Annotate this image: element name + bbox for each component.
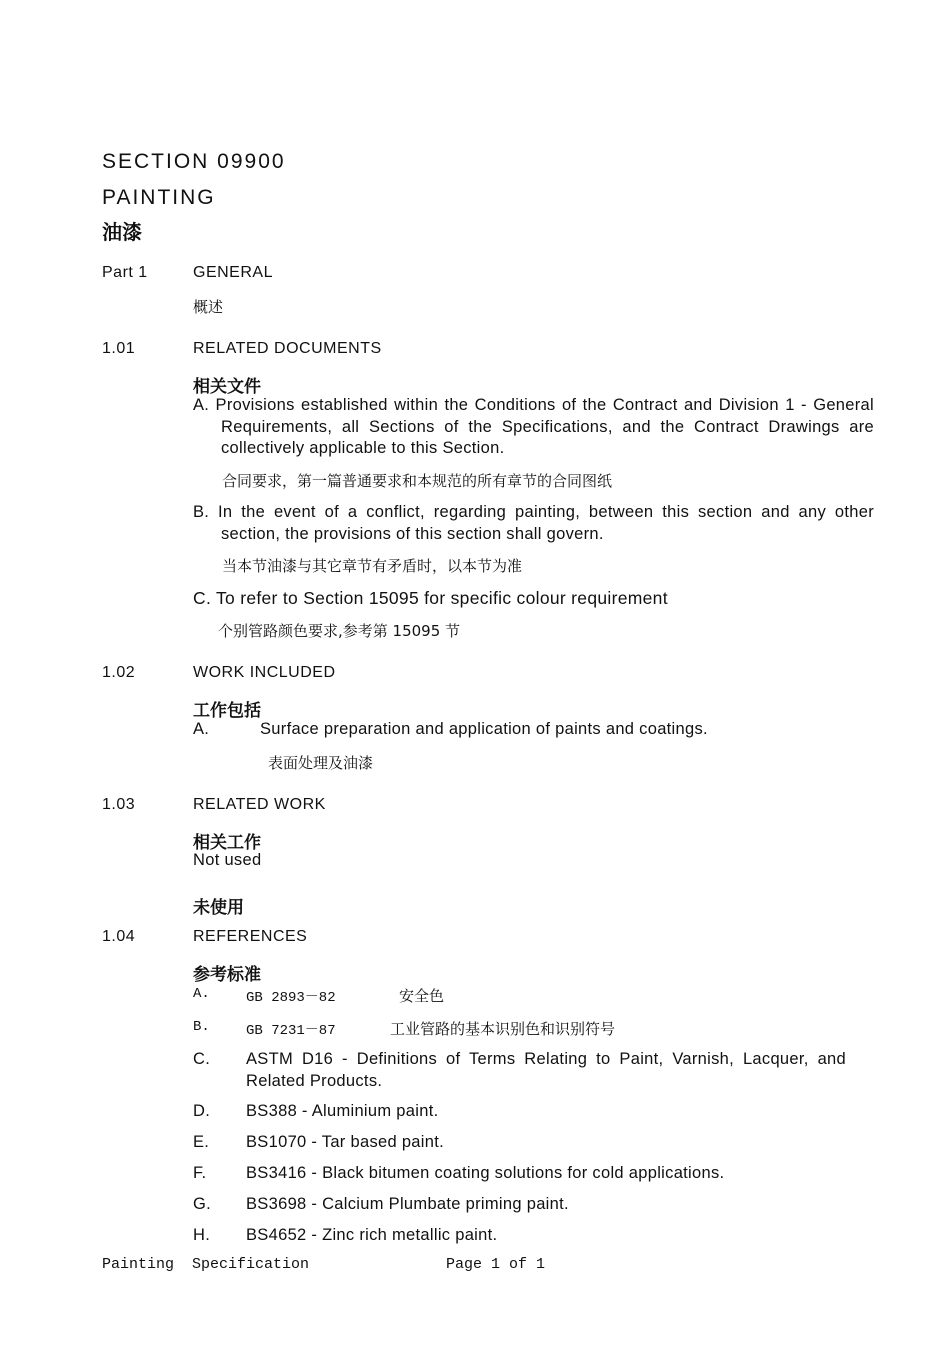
paragraph-c: C. To refer to Section 15095 for specific colour requirement — [193, 588, 668, 608]
reference-text: BS3416 - Black bitumen coating solutions for cold applications. — [246, 1164, 725, 1182]
clause-heading: RELATED WORK — [193, 796, 326, 813]
item-letter: A. — [193, 720, 210, 738]
part-title-cn: 概述 — [193, 298, 224, 316]
footer-page-number: Page 1 of 1 — [446, 1256, 546, 1273]
clause-number: 1.02 — [102, 664, 136, 681]
reference-letter: E. — [193, 1133, 210, 1151]
clause-number: 1.03 — [102, 796, 136, 813]
clause-number: 1.04 — [102, 928, 136, 945]
clause-heading-cn: 工作包括 — [193, 701, 261, 721]
section-title: PAINTING — [102, 186, 216, 209]
section-title-cn: 油漆 — [102, 220, 142, 244]
clause-heading: RELATED DOCUMENTS — [193, 340, 382, 357]
reference-letter: B. — [193, 1019, 210, 1035]
item-text-cn: 表面处理及油漆 — [268, 754, 374, 772]
reference-letter: A. — [193, 986, 210, 1002]
reference-letter: H. — [193, 1226, 211, 1244]
part-title: GENERAL — [193, 264, 273, 281]
section-number: SECTION 09900 — [102, 150, 286, 173]
clause-heading-cn: 相关文件 — [193, 377, 261, 397]
clause-heading-cn: 相关工作 — [193, 833, 261, 853]
clause-heading: WORK INCLUDED — [193, 664, 336, 681]
reference-desc: 工业管路的基本识别色和识别符号 — [390, 1020, 616, 1038]
reference-text: BS4652 - Zinc rich metallic paint. — [246, 1226, 498, 1244]
clause-number: 1.01 — [102, 340, 136, 357]
clause-text-cn: 未使用 — [193, 898, 244, 918]
paragraph-b-cn: 当本节油漆与其它章节有矛盾时，以本节为准 — [222, 557, 523, 575]
reference-letter: F. — [193, 1164, 207, 1182]
reference-letter: C. — [193, 1050, 211, 1068]
clause-text: Not used — [193, 851, 262, 869]
paragraph-b: B. In the event of a conflict, regarding painting, between this section and any other section, the provisions of this section shall govern. — [193, 503, 874, 543]
reference-text: ASTM D16 - Definitions of Terms Relating to Paint, Varnish, Lacquer, and Related Products. — [246, 1050, 846, 1090]
reference-code: GB 2893－82 — [246, 990, 336, 1006]
item-text: Surface preparation and application of paints and coatings. — [260, 720, 708, 738]
paragraph-a-cn: 合同要求，第一篇普通要求和本规范的所有章节的合同图纸 — [222, 472, 613, 490]
reference-text: BS1070 - Tar based paint. — [246, 1133, 444, 1151]
footer-title: Painting Specification — [102, 1256, 310, 1273]
reference-code: GB 7231－87 — [246, 1023, 336, 1039]
part-label: Part 1 — [102, 264, 148, 281]
reference-text: BS388 - Aluminium paint. — [246, 1102, 439, 1120]
paragraph-c-cn: 个别管路颜色要求,参考第 15095 节 — [218, 622, 461, 640]
clause-heading-cn: 参考标准 — [193, 965, 261, 985]
paragraph-a: A. Provisions established within the Conditions of the Contract and Division 1 - General Requirements, all Sections of the Specifications, and the Contract Drawings are collectively applicable to this Section. — [193, 396, 874, 457]
reference-letter: G. — [193, 1195, 212, 1213]
reference-letter: D. — [193, 1102, 211, 1120]
clause-heading: REFERENCES — [193, 928, 308, 945]
reference-text: BS3698 - Calcium Plumbate priming paint. — [246, 1195, 569, 1213]
reference-desc: 安全色 — [399, 987, 445, 1005]
